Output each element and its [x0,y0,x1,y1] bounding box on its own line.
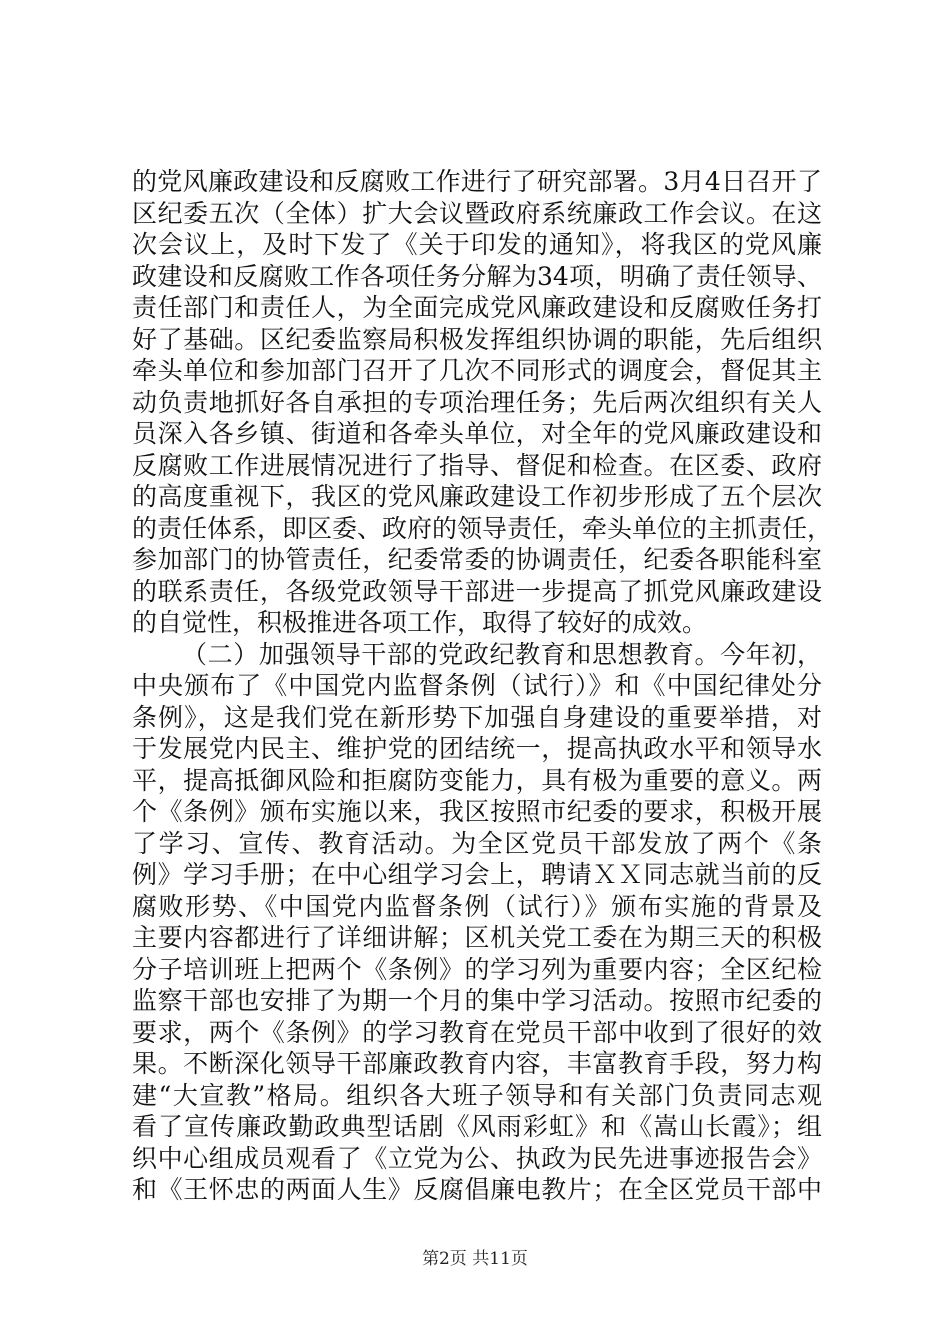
text-line: 和《王怀忠的两面人生》反腐倡廉电教片；在全区党员干部中 [132,1175,822,1204]
text-line: 监察干部也安排了为期一个月的集中学习活动。按照市纪委的 [132,986,822,1015]
text-line: 了学习、宣传、教育活动。为全区党员干部发放了两个《条 [132,828,822,858]
text-line: 牵头单位和参加部门召开了几次不同形式的调度会，督促其主 [132,356,822,385]
body-text [132,166,833,1206]
text-line: 的党风廉政建设和反腐败工作进行了研究部署。3月4日召开了 [132,167,822,196]
text-line: 好了基础。区纪委监察局积极发挥组织协调的职能，先后组织 [132,324,822,354]
text-line: 织中心组成员观看了《立党为公、执政为民先进事迹报告会》 [132,1143,822,1173]
section-heading-line: （二）加强领导干部的党政纪教育和思想教育。今年初， [182,639,822,669]
text-line: 责任部门和责任人，为全面完成党风廉政建设和反腐败任务打 [132,293,822,322]
text-line: 例》学习手册；在中心组学习会上，聘请ＸＸ同志就当前的反 [132,860,822,889]
text-line: 平，提高抵御风险和拒腐防变能力，具有极为重要的意义。两 [132,765,822,795]
text-line: 的责任体系，即区委、政府的领导责任，牵头单位的主抓责任， [132,513,833,543]
text-line: 次会议上，及时下发了《关于印发的通知》，将我区的党风廉 [132,230,822,259]
text-line: 于发展党内民主、维护党的团结统一，提高执政水平和领导水 [132,734,822,763]
text-line: 的高度重视下，我区的党风廉政建设工作初步形成了五个层次 [132,482,822,511]
text-line: 员深入各乡镇、街道和各牵头单位，对全年的党风廉政建设和 [132,419,822,448]
text-line: 中央颁布了《中国党内监督条例（试行）》和《中国纪律处分 [132,671,822,700]
text-line: 反腐败工作进展情况进行了指导、督促和检查。在区委、政府 [132,450,822,480]
text-line: 条例》，这是我们党在新形势下加强自身建设的重要举措，对 [132,702,822,732]
page-number: 第2页 共11页 [422,1249,528,1269]
text-line: 区纪委五次（全体）扩大会议暨政府系统廉政工作会议。在这 [132,198,822,228]
text-line: 建“大宣教”格局。组织各大班子领导和有关部门负责同志观 [132,1080,822,1110]
text-line: 腐败形势、《中国党内监督条例（试行）》颁布实施的背景及 [132,891,822,921]
text-line: 果。不断深化领导干部廉政教育内容，丰富教育手段，努力构 [132,1049,822,1078]
text-line: 动负责地抓好各自承担的专项治理任务；先后两次组织有关人 [132,387,822,417]
text-line: 政建设和反腐败工作各项任务分解为34项，明确了责任领导、 [132,261,822,291]
text-line: 分子培训班上把两个《条例》的学习列为重要内容；全区纪检 [132,954,822,984]
text-line: 的自觉性，积极推进各项工作，取得了较好的成效。 [132,608,708,637]
text-line: 参加部门的协管责任，纪委常委的协调责任，纪委各职能科室 [132,545,822,574]
page-footer [0,1244,950,1269]
text-line: 主要内容都进行了详细讲解；区机关党工委在为期三天的积极 [132,923,822,952]
text-line: 的联系责任，各级党政领导干部进一步提高了抓党风廉政建设 [132,576,822,606]
text-line: 个《条例》颁布实施以来，我区按照市纪委的要求，积极开展 [132,797,822,826]
text-line: 看了宣传廉政勤政典型话剧《风雨彩虹》和《嵩山长霞》；组 [132,1112,822,1141]
text-line: 要求，两个《条例》的学习教育在党员干部中收到了很好的效 [132,1017,822,1047]
